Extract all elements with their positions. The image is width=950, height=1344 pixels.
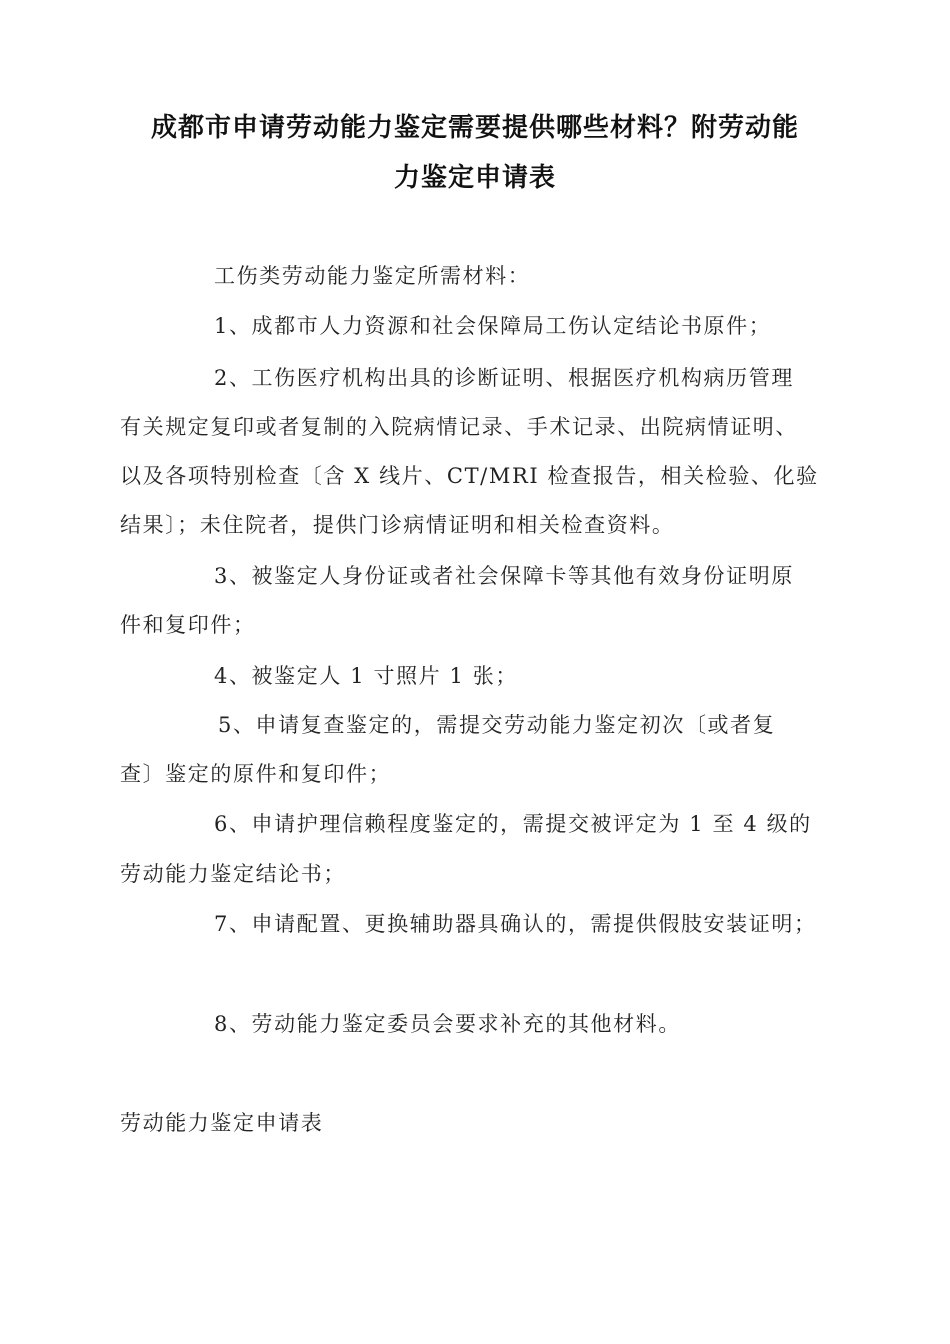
item-2-line-4: 结果〕；未住院者，提供门诊病情证明和相关检查资料。 <box>120 513 675 537</box>
item-2-line-3: 以及各项特别检查〔含 X 线片、CT/MRI 检查报告，相关检验、化验 <box>120 464 819 488</box>
document-title-line-2: 力鉴定申请表 <box>393 163 556 193</box>
item-2-line-1: 2、工伤医疗机构出具的诊断证明、根据医疗机构病历管理 <box>214 366 794 390</box>
item-6-line-2: 劳动能力鉴定结论书； <box>120 862 346 886</box>
item-5-line-2: 查〕鉴定的原件和复印件； <box>120 762 392 786</box>
item-3-line-2: 件和复印件； <box>120 613 256 637</box>
document-title-line-1: 成都市申请劳动能力鉴定需要提供哪些材料？附劳动能 <box>150 113 799 143</box>
item-7-line-1: 7、申请配置、更换辅助器具确认的，需提供假肢安装证明； <box>214 912 817 936</box>
item-5-line-1: 5、申请复查鉴定的，需提交劳动能力鉴定初次〔或者复 <box>218 713 776 737</box>
item-3-line-1: 3、被鉴定人身份证或者社会保障卡等其他有效身份证明原 <box>214 564 794 588</box>
item-6-line-1: 6、申请护理信赖程度鉴定的，需提交被评定为 1 至 4 级的 <box>214 812 812 836</box>
item-1-line-1: 1、成都市人力资源和社会保障局工伤认定结论书原件； <box>214 314 772 338</box>
form-heading: 劳动能力鉴定申请表 <box>120 1111 324 1135</box>
item-2-line-2: 有关规定复印或者复制的入院病情记录、手术记录、出院病情证明、 <box>120 415 798 439</box>
item-4-line-1: 4、被鉴定人 1 寸照片 1 张； <box>214 664 518 688</box>
intro-text: 工伤类劳动能力鉴定所需材料： <box>214 264 531 288</box>
item-8-line-1: 8、劳动能力鉴定委员会要求补充的其他材料。 <box>214 1012 681 1036</box>
